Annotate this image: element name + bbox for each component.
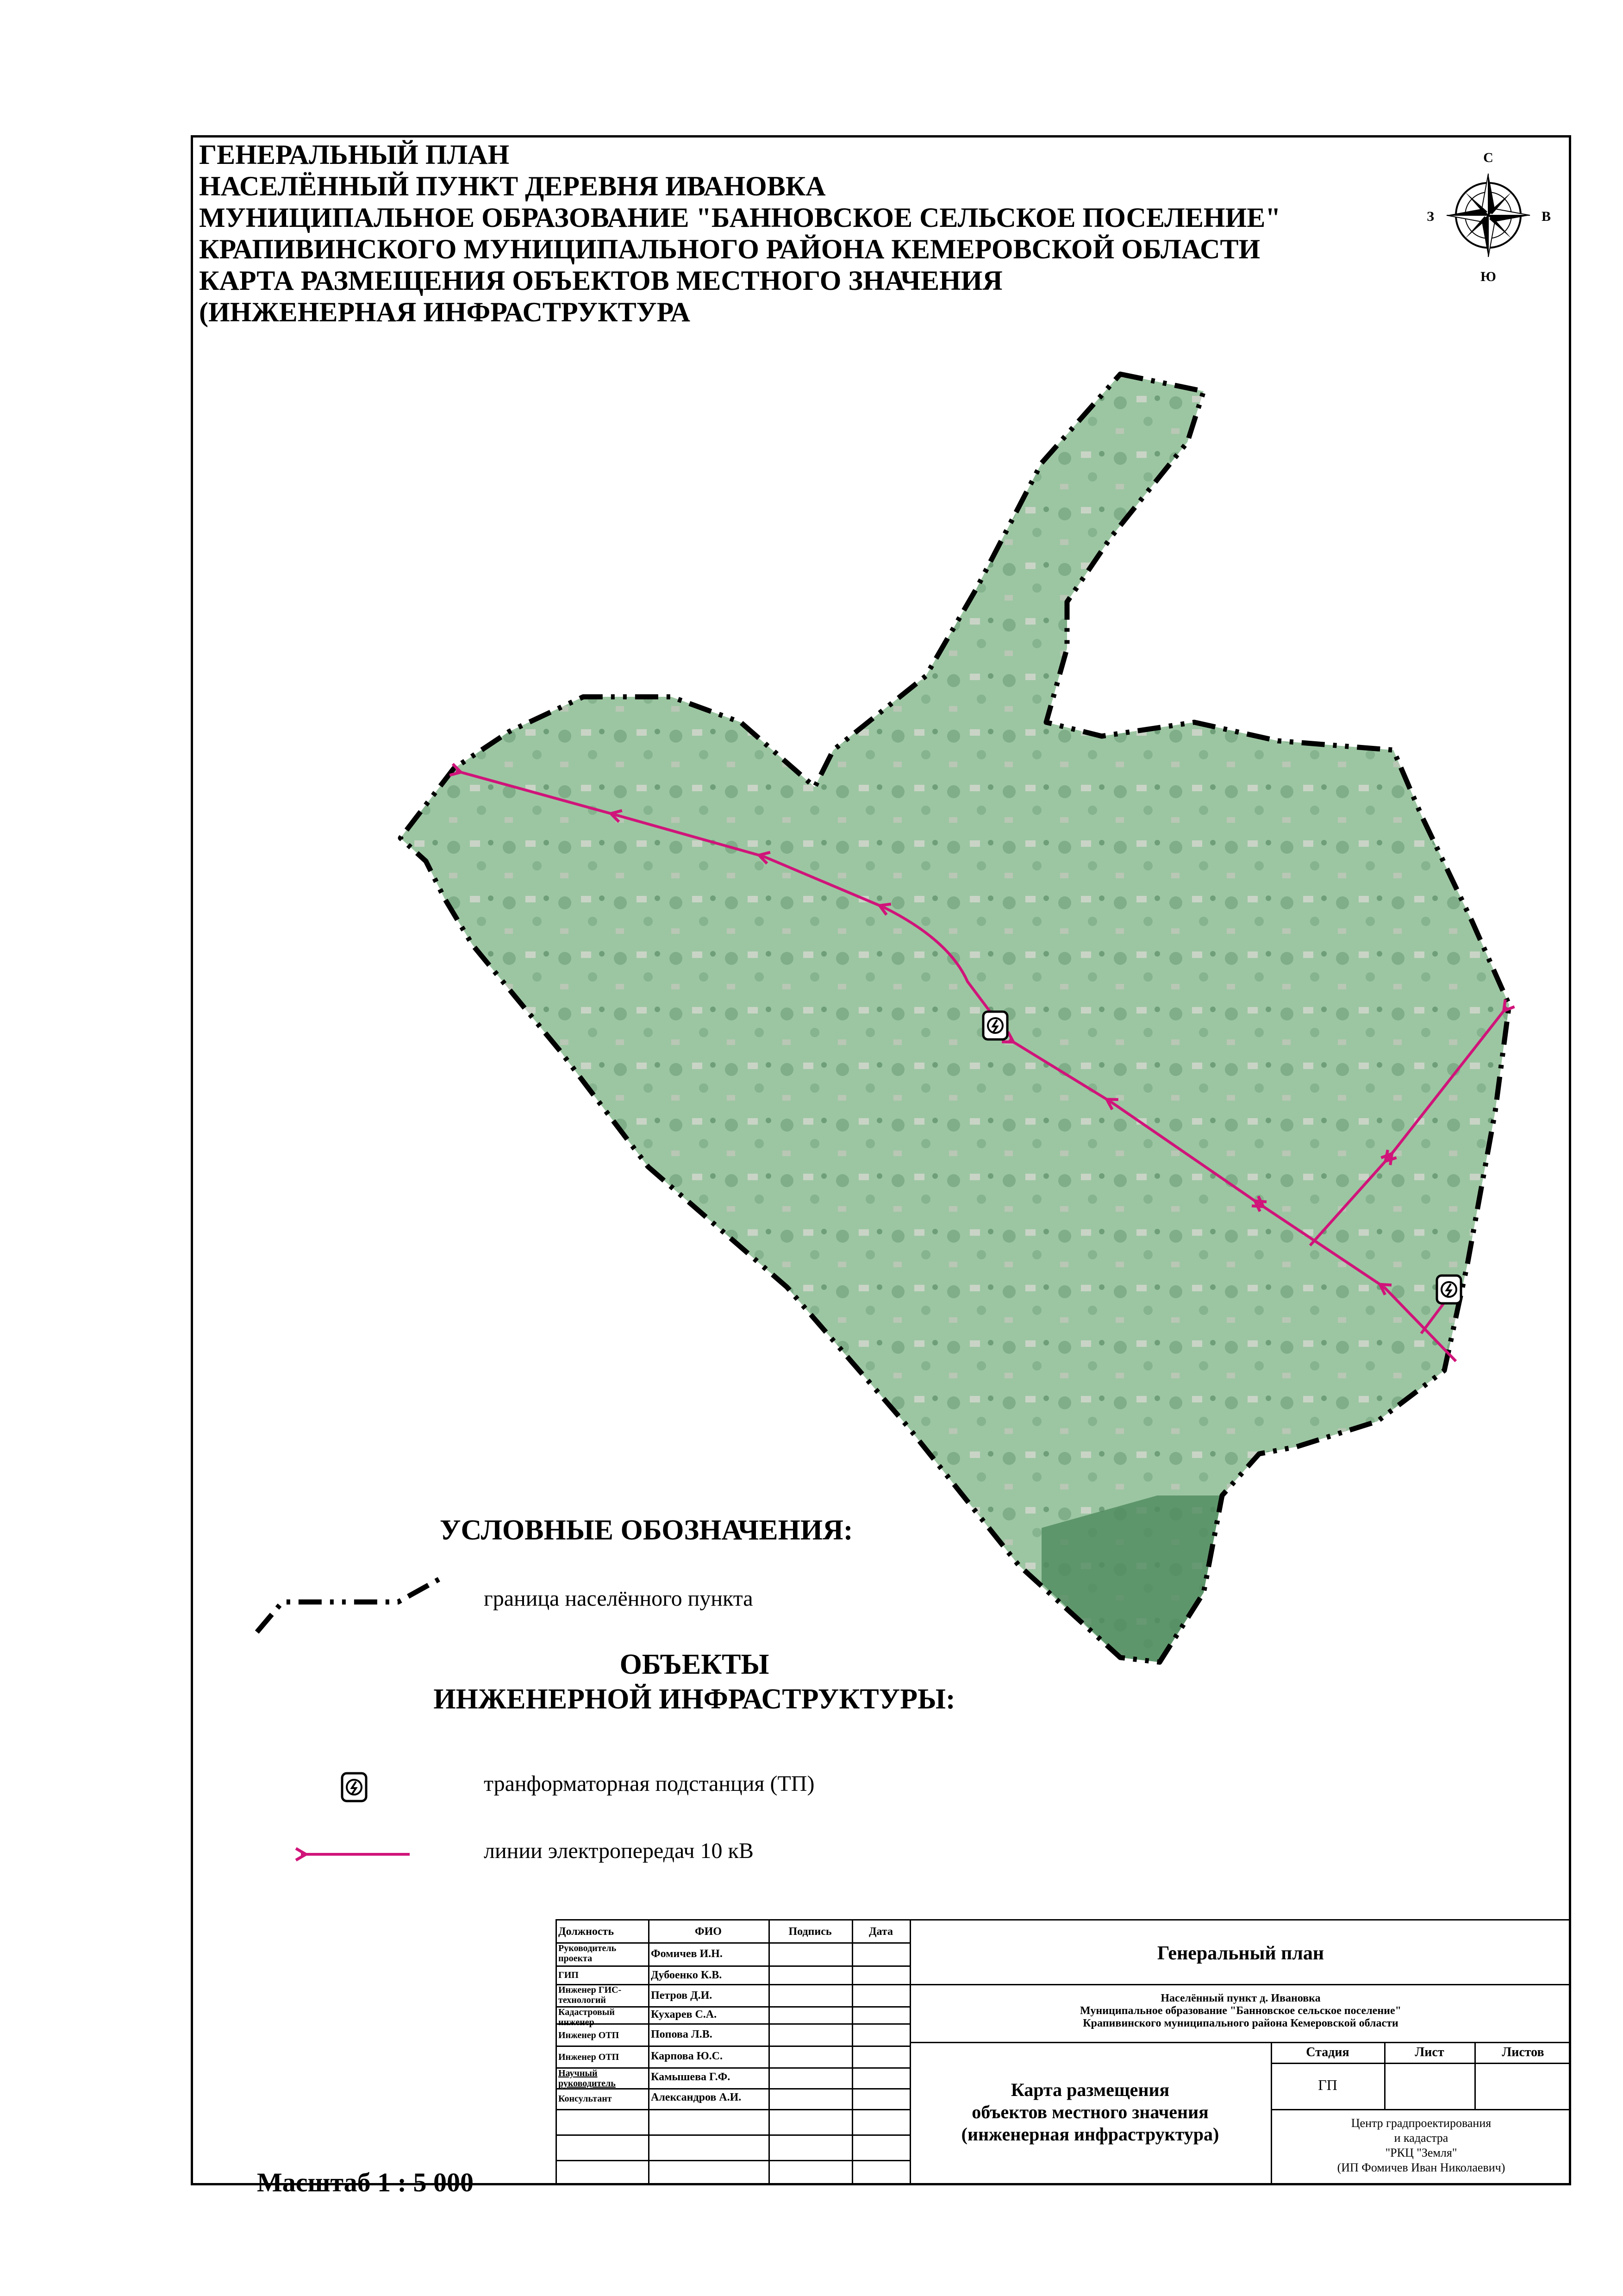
stamp-row-3-role: Инженер ГИС-технологий (558, 1985, 622, 2005)
stamp-row-2-role: ГИП (558, 1970, 579, 1980)
stamp-row-5-role: Инженер ОТП (558, 2030, 619, 2040)
stamp-sheet-header: Лист (1415, 2046, 1444, 2058)
legend-boundary-symbol (257, 1579, 440, 1632)
title-stamp (556, 1919, 1571, 2185)
stamp-header-name: ФИО (695, 1926, 722, 1938)
substation-2 (1437, 1276, 1461, 1303)
stamp-row-4-role: Кадастровый инженер (558, 2007, 615, 2027)
stamp-row-7-name: Камышева Г.Ф. (651, 2071, 730, 2083)
title-line-4: КРАПИВИНСКОГО МУНИЦИПАЛЬНОГО РАЙОНА КЕМЕРОВСКОЙ ОБЛАСТИ (199, 234, 1261, 264)
map-scale: Масштаб 1 : 5 000 (257, 2167, 474, 2197)
stamp-row-3-name: Петров Д.И. (651, 1989, 712, 2002)
substation-1 (983, 1012, 1007, 1039)
stamp-location-3: Крапивинского муниципального района Кемеровской области (1083, 2017, 1398, 2029)
stamp-sheet-title-3: (инженерная инфраструктура) (961, 2124, 1219, 2145)
compass-south: Ю (1480, 269, 1496, 284)
legend-substation-label: транформаторная подстанция (ТП) (484, 1771, 815, 1796)
compass-west: З (1427, 209, 1434, 224)
stamp-org-1: Центр градпроектирования (1351, 2116, 1492, 2130)
title-line-5: КАРТА РАЗМЕЩЕНИЯ ОБЪЕКТОВ МЕСТНОГО ЗНАЧЕНИЯ (199, 265, 1003, 296)
compass-north: С (1483, 150, 1493, 165)
stamp-project-title: Генеральный план (1157, 1943, 1324, 1964)
stamp-row-5-name: Попова Л.В. (651, 2028, 712, 2040)
stamp-header-role: Должность (558, 1926, 614, 1938)
stamp-row-6-role: Инженер ОТП (558, 2052, 619, 2062)
stamp-location-1: Населённый пункт д. Ивановка (1161, 1992, 1321, 2004)
legend-infra-heading-2: ИНЖЕНЕРНОЙ ИНФРАСТРУКТУРЫ: (433, 1683, 955, 1715)
stamp-org-2: и кадастра (1394, 2131, 1448, 2145)
stamp-row-1-role: Руководитель проекта (558, 1943, 617, 1964)
settlement-area (400, 374, 1509, 1662)
stamp-row-2-name: Дубоенко К.В. (651, 1969, 722, 1981)
legend-substation-symbol (342, 1773, 366, 1801)
stamp-sheet-title-2: объектов местного значения (972, 2102, 1209, 2122)
stamp-row-8-role: Консультант (558, 2094, 612, 2104)
stamp-stage-value: ГП (1318, 2077, 1337, 2093)
title-line-1: ГЕНЕРАЛЬНЫЙ ПЛАН (199, 139, 510, 170)
stamp-sheet-title-1: Карта размещения (1011, 2079, 1170, 2100)
stamp-org-4: (ИП Фомичев Иван Николаевич) (1337, 2161, 1505, 2174)
legend-heading: УСЛОВНЫЕ ОБОЗНАЧЕНИЯ: (440, 1514, 853, 1546)
title-line-2: НАСЕЛЁННЫЙ ПУНКТ ДЕРЕВНЯ ИВАНОВКА (199, 171, 826, 201)
stamp-row-1-name: Фомичев И.Н. (651, 1948, 723, 1960)
legend-boundary-label: граница населённого пункта (484, 1586, 753, 1611)
stamp-row-6-name: Карпова Ю.С. (651, 2050, 723, 2062)
stamp-header-date: Дата (869, 1926, 893, 1938)
stamp-row-8-name: Александров А.И. (651, 2091, 742, 2103)
stamp-row-4-name: Кухарев С.А. (651, 2008, 717, 2021)
stamp-org-3: "РКЦ "Земля" (1385, 2146, 1457, 2159)
compass-rose (1427, 150, 1551, 284)
legend-powerline-label: линии электропередач 10 кВ (484, 1839, 754, 1863)
stamp-sheets-header: Листов (1502, 2046, 1544, 2058)
stamp-row-7-role: Научный руководитель (558, 2068, 616, 2089)
title-line-3: МУНИЦИПАЛЬНОЕ ОБРАЗОВАНИЕ "БАННОВСКОЕ СЕЛЬСКОЕ ПОСЕЛЕНИЕ" (199, 202, 1281, 233)
compass-east: В (1541, 209, 1551, 224)
legend-infra-heading-1: ОБЪЕКТЫ (619, 1649, 769, 1680)
stamp-header-signature: Подпись (788, 1926, 832, 1938)
title-line-6: (ИНЖЕНЕРНАЯ ИНФРАСТРУКТУРА (199, 297, 690, 327)
forest-patch (1042, 1495, 1222, 1662)
stamp-location-2: Муниципальное образование "Банновское сельское поселение" (1080, 2005, 1401, 2017)
stamp-stage-header: Стадия (1306, 2046, 1349, 2058)
